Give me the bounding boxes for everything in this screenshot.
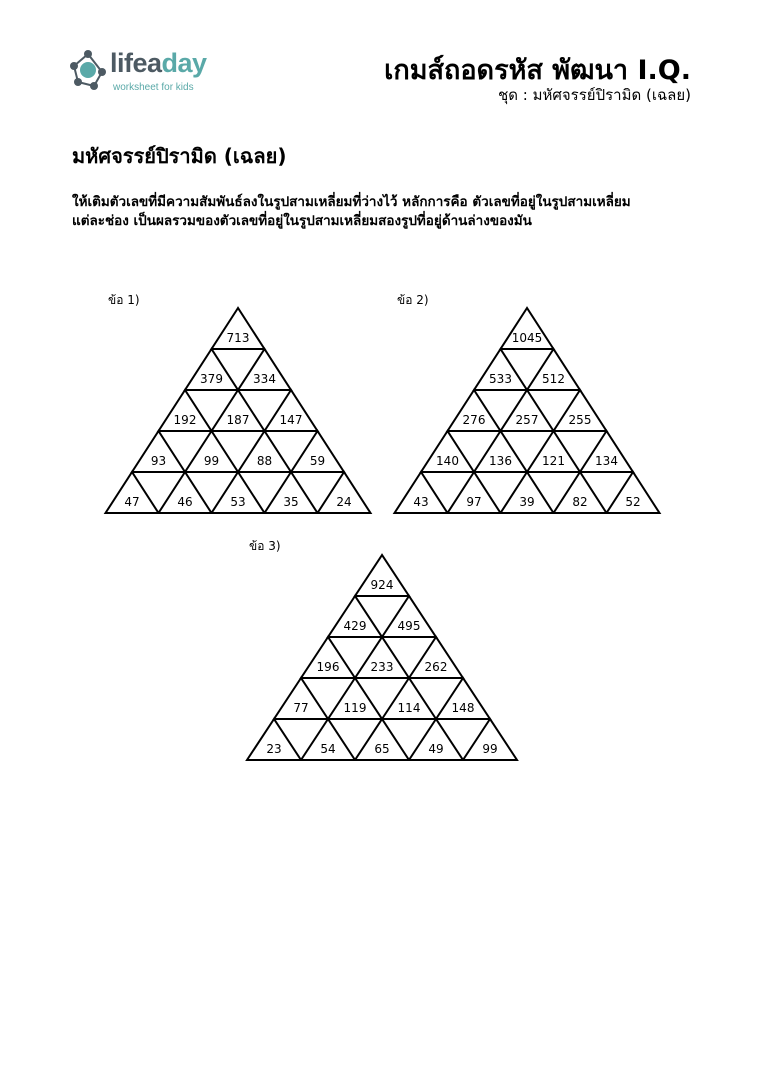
instruction-line-2: แต่ละช่อง เป็นผลรวมของตัวเลขที่อยู่ในรูปสามเหลี่ยมสองรูปที่อยู่ด้านล่างของมัน xyxy=(72,213,532,229)
pyramid-1 xyxy=(106,308,371,513)
pyramid-cell-value: 148 xyxy=(451,701,475,715)
instruction-line-1: ให้เติมตัวเลขที่มีความสัมพันธ์ลงในรูปสามเหลี่ยมที่ว่างไว้ หลักการคือ ตัวเลขที่อยู่ในรูปสามเหลี่ยม xyxy=(72,194,631,210)
pyramid-cell-value: 24 xyxy=(336,495,352,509)
pyramid-cell-value: 52 xyxy=(625,495,641,509)
header-subtitle: ชุด : มหัศจรรย์ปิรามิด (เฉลย) xyxy=(498,86,691,104)
pyramid-cell-value: 46 xyxy=(177,495,193,509)
pyramid-cell-value: 99 xyxy=(482,742,498,756)
pyramid-cell-value: 134 xyxy=(595,454,618,468)
pyramid-cell-value: 187 xyxy=(226,413,250,427)
pyramid-cell-value: 54 xyxy=(320,742,336,756)
puzzle-3-label: ข้อ 3) xyxy=(249,539,281,553)
pyramid-cell-value: 147 xyxy=(279,413,303,427)
pyramid-cell-value: 233 xyxy=(370,660,394,674)
pyramid-cell-value: 334 xyxy=(253,372,276,386)
pyramid-cell-value: 136 xyxy=(489,454,512,468)
pyramid-cell-value: 23 xyxy=(266,742,282,756)
pyramid-2 xyxy=(395,308,660,513)
pyramid-cell-value: 59 xyxy=(309,454,326,468)
logo-tagline: worksheet for kids xyxy=(113,82,194,93)
pyramid-cell-value: 88 xyxy=(256,454,273,468)
pyramid-cell-value: 121 xyxy=(542,454,565,468)
pyramid-cell-value: 114 xyxy=(397,701,421,715)
pyramid-cell-value: 262 xyxy=(424,660,448,674)
pyramid-cell-value: 429 xyxy=(343,619,367,633)
pyramid-cell-value: 196 xyxy=(316,660,340,674)
puzzle-2-label: ข้อ 2) xyxy=(397,293,429,307)
logo-word-accent: day xyxy=(161,48,207,78)
puzzle-1-label: ข้อ 1) xyxy=(108,293,140,307)
pyramid-cell-value: 1045 xyxy=(511,331,543,345)
pyramid-cell-value: 924 xyxy=(370,578,394,592)
pyramid-3 xyxy=(247,555,517,760)
pyramid-cell-value: 65 xyxy=(374,742,390,756)
pyramid-cell-value: 276 xyxy=(462,413,486,427)
pyramid-cell-value: 82 xyxy=(572,495,588,509)
pyramid-cell-value: 379 xyxy=(200,372,223,386)
pyramid-cell-value: 49 xyxy=(428,742,444,756)
pyramid-cell-value: 77 xyxy=(293,701,309,715)
pyramid-cell-value: 119 xyxy=(343,701,367,715)
pyramid-cell-value: 140 xyxy=(436,454,459,468)
pyramid-cell-value: 47 xyxy=(124,495,140,509)
worksheet-title: มหัศจรรย์ปิรามิด (เฉลย) xyxy=(72,144,287,168)
pyramid-cell-value: 533 xyxy=(489,372,512,386)
logo-word-main: lifea xyxy=(110,48,162,78)
pyramid-cell-value: 257 xyxy=(515,413,539,427)
pyramid-cell-value: 35 xyxy=(283,495,299,509)
pyramid-cell-value: 93 xyxy=(150,454,167,468)
pyramid-cell-value: 97 xyxy=(466,495,482,509)
pyramid-cell-value: 43 xyxy=(413,495,429,509)
pyramid-cell-value: 192 xyxy=(173,413,197,427)
header-title: เกมส์ถอดรหัส พัฒนา I.Q. xyxy=(384,55,691,86)
pyramid-cell-value: 39 xyxy=(519,495,535,509)
pyramid-cell-value: 255 xyxy=(568,413,592,427)
pyramid-cell-value: 495 xyxy=(397,619,421,633)
pyramid-cell-value: 512 xyxy=(542,372,565,386)
pyramid-cell-value: 53 xyxy=(230,495,246,509)
pyramid-cell-value: 99 xyxy=(203,454,220,468)
pyramid-cell-value: 713 xyxy=(226,331,250,345)
